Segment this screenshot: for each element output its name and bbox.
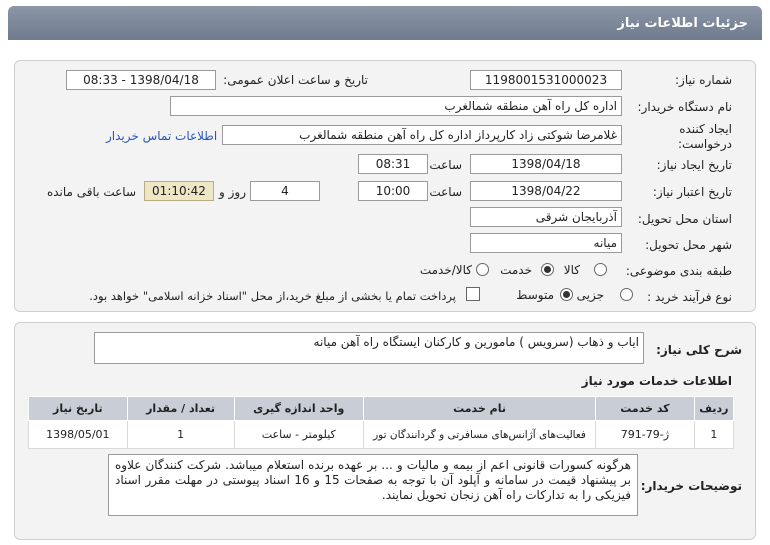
create-time-label: ساعت (429, 158, 462, 172)
city-field: میانه (470, 233, 622, 253)
process-option-minor: جزیی (576, 288, 604, 302)
cell-unit: کیلومتر - ساعت (234, 421, 363, 449)
valid-time-field: 10:00 (358, 181, 428, 201)
services-header-row (29, 397, 734, 421)
creator-label: ایجاد کننده درخواست: (678, 122, 732, 151)
col-quantity: تعداد / مقدار (127, 397, 234, 421)
create-time-field: 08:31 (358, 154, 428, 174)
services-section-title: اطلاعات خدمات مورد نیاز (581, 374, 732, 388)
create-date-label: تاریخ ایجاد نیاز: (656, 158, 732, 172)
col-need-date: تاریخ نیاز (29, 397, 128, 421)
page-header (8, 6, 762, 40)
announce-field: 1398/04/18 - 08:33 (66, 70, 216, 90)
page-title: جزئیات اطلاعات نیاز (617, 16, 748, 31)
province-label: استان محل تحویل: (637, 212, 732, 226)
creator-field: غلامرضا شوکتی زاد کارپرداز اداره کل راه آهن منطقه شمالغرب (222, 125, 622, 145)
cell-service-name: فعالیت‌های آژانس‌های مسافرتی و گردانندگان تور (363, 421, 595, 449)
buyer-label: نام دستگاه خریدار: (637, 100, 732, 114)
create-date-field: 1398/04/18 (470, 154, 622, 174)
need-number-label: شماره نیاز: (675, 73, 732, 87)
category-radio-service[interactable] (541, 263, 554, 276)
category-radio-goods[interactable] (594, 263, 607, 276)
buyer-notes-label: توضیحات خریدار: (640, 479, 742, 493)
city-label: شهر محل تحویل: (645, 238, 732, 252)
col-unit: واحد اندازه گیری (234, 397, 363, 421)
valid-time-label: ساعت (429, 185, 462, 199)
buyer-notes-field: هرگونه کسورات قانونی اعم از بیمه و مالیات و ... بر عهده برنده استعلام میباشد. شرکت کنندگان علاوه بر پیشنهاد قیمت در سامانه و آپلود آن با توجه به صفحات 15 و 16 اسناد پیوستی در مهلت مقرر اسناد فیزیکی را به تدارکات راه آهن زنجان تحویل نمایند. (108, 454, 638, 516)
col-row-number: ردیف (694, 397, 733, 421)
remaining-label: ساعت باقی مانده (46, 185, 136, 199)
treasury-checkbox[interactable] (466, 287, 480, 301)
category-option-goods: کالا (563, 263, 580, 277)
col-service-name: نام خدمت (363, 397, 595, 421)
contact-buyer-link[interactable]: اطلاعات تماس خریدار (106, 129, 218, 143)
process-radio-medium[interactable] (560, 288, 573, 301)
days-label: روز و (219, 185, 246, 199)
category-option-goods-service: کالا/خدمت (419, 263, 472, 277)
process-label: نوع فرآیند خرید : (647, 290, 732, 304)
announce-label: تاریخ و ساعت اعلان عمومی: (223, 73, 368, 87)
treasury-note: پرداخت تمام یا بخشی از مبلغ خرید،از محل "اسناد خزانه اسلامی" خواهد بود. (89, 289, 456, 303)
remaining-time-field: 01:10:42 (144, 181, 214, 201)
valid-date-field: 1398/04/22 (470, 181, 622, 201)
cell-service-code: ژ-79-791 (596, 421, 695, 449)
process-option-medium: متوسط (516, 288, 554, 302)
category-label: طبقه بندی موضوعی: (625, 264, 732, 278)
process-radio-minor[interactable] (620, 288, 633, 301)
valid-date-label: تاریخ اعتبار نیاز: (652, 185, 732, 199)
table-row (29, 421, 734, 449)
province-field: آذربایجان شرقی (470, 207, 622, 227)
need-number-field: 1198001531000023 (470, 70, 622, 90)
summary-field: ایاب و ذهاب (سرویس ) مامورین و کارکنان ایستگاه راه آهن میانه (94, 332, 644, 364)
cell-need-date: 1398/05/01 (29, 421, 128, 449)
category-radio-goods-service[interactable] (476, 263, 489, 276)
summary-label: شرح کلی نیاز: (656, 343, 742, 357)
cell-row-number: 1 (694, 421, 733, 449)
days-field: 4 (250, 181, 320, 201)
category-option-service: خدمت (500, 263, 532, 277)
cell-quantity: 1 (127, 421, 234, 449)
col-service-code: کد خدمت (596, 397, 695, 421)
buyer-field: اداره کل راه آهن منطقه شمالغرب (170, 96, 622, 116)
services-table (28, 396, 734, 449)
